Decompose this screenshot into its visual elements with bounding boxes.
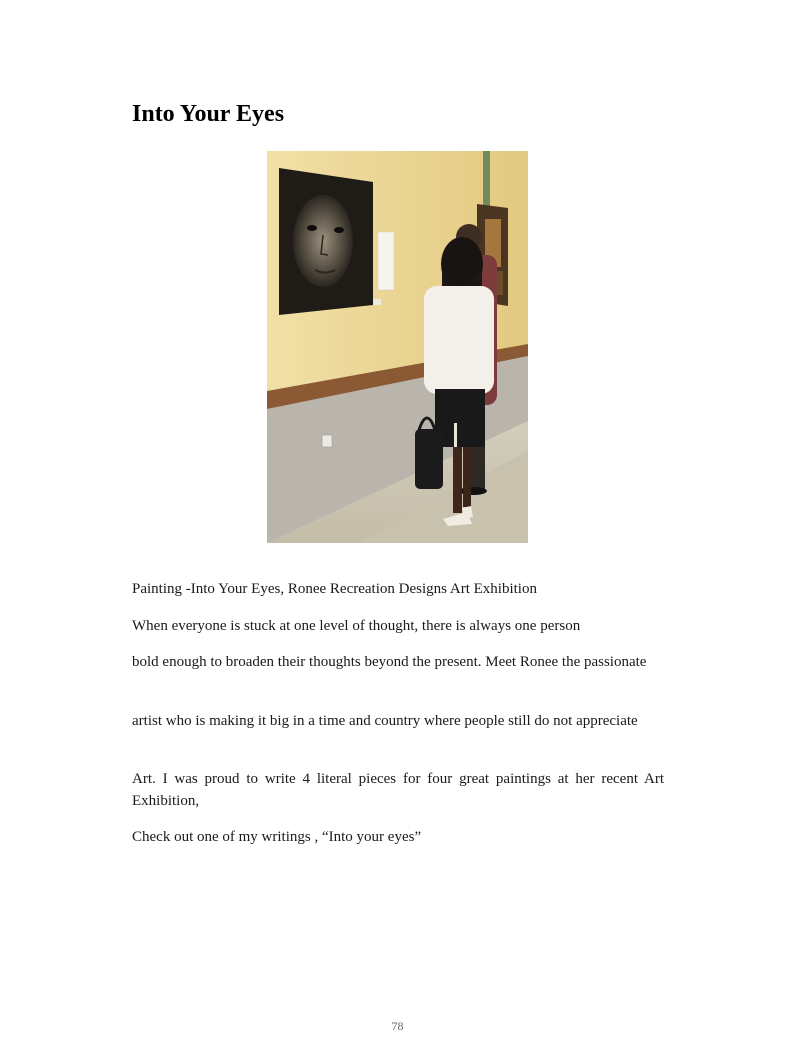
body-paragraph-5: Check out one of my writings , “Into your eyes” <box>132 829 422 845</box>
body-paragraph-1: When everyone is stuck at one level of thought, there is always one person <box>132 618 581 634</box>
painting-into-your-eyes <box>279 168 373 315</box>
exhibition-photo <box>267 151 528 543</box>
body-paragraph-3: artist who is making it big in a time and country where people still do not appreciate <box>132 713 638 729</box>
page-number: 78 <box>391 1019 404 1033</box>
body-paragraph-4: Art. I was proud to write 4 literal pieces for four great paintings at her recent Art Exhibition, <box>132 771 664 809</box>
body-paragraph-2: bold enough to broaden their thoughts beyond the present. Meet Ronee the passionate <box>132 654 647 670</box>
page-title: Into Your Eyes <box>132 101 285 127</box>
photo-caption: Painting -Into Your Eyes, Ronee Recreation Designs Art Exhibition <box>132 581 537 597</box>
